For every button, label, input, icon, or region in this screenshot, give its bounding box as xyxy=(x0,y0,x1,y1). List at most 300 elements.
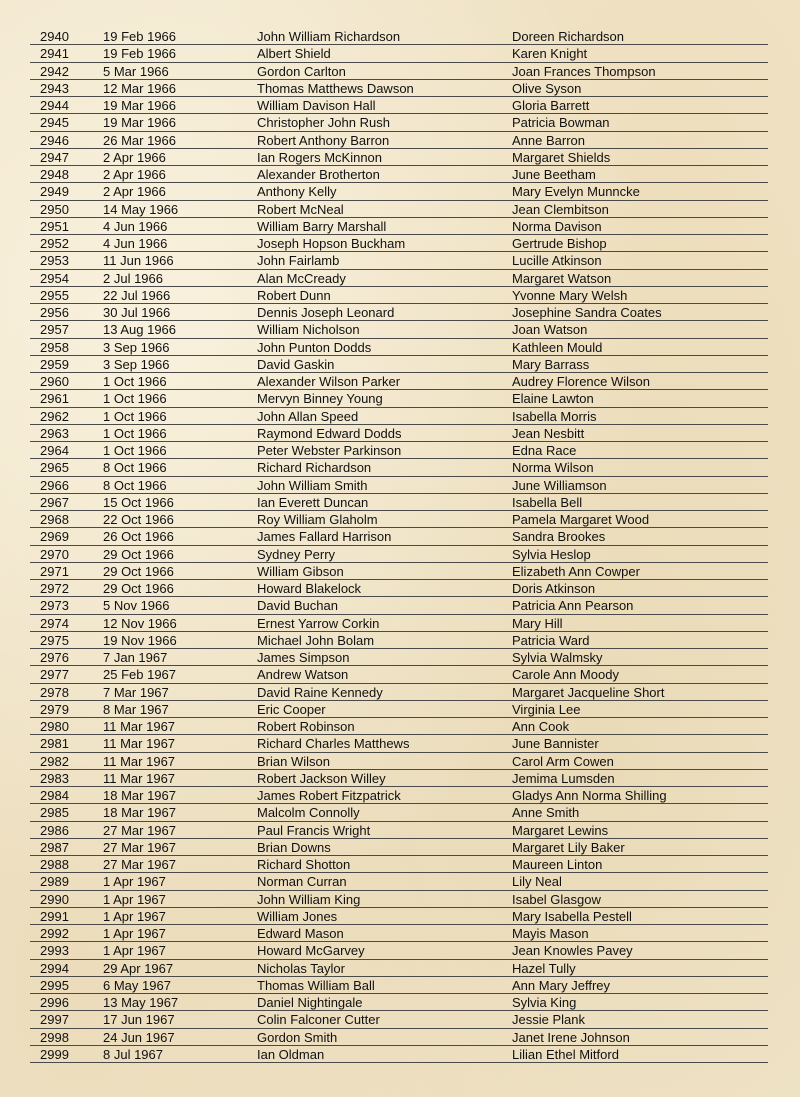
entry-number: 2953 xyxy=(40,253,69,269)
bride-name: Patricia Bowman xyxy=(512,115,610,131)
groom-name: William Nicholson xyxy=(257,322,360,338)
table-row xyxy=(30,856,768,873)
groom-name: William Davison Hall xyxy=(257,98,376,113)
entry-number: 2940 xyxy=(40,29,69,44)
marriage-date: 12 Mar 1966 xyxy=(103,80,176,96)
marriage-date: 7 Jan 1967 xyxy=(103,650,168,665)
table-row xyxy=(30,632,768,649)
bride-name: Mayis Mason xyxy=(512,926,589,941)
table-row xyxy=(30,442,768,459)
bride-name: Gertrude Bishop xyxy=(512,236,607,251)
table-row xyxy=(30,649,768,666)
marriage-date: 13 May 1967 xyxy=(103,995,179,1010)
entry-number: 2955 xyxy=(40,287,69,303)
bride-name: Anne Barron xyxy=(512,132,585,148)
entry-number: 2993 xyxy=(40,943,69,959)
entry-number: 2997 xyxy=(40,1012,69,1028)
table-row xyxy=(30,994,768,1011)
marriage-date: 17 Jun 1967 xyxy=(103,1012,175,1028)
groom-name: Ian Oldman xyxy=(257,1046,325,1062)
marriage-date: 19 Mar 1966 xyxy=(103,115,176,131)
groom-name: Edward Mason xyxy=(257,926,344,941)
marriage-date: 1 Oct 1966 xyxy=(103,391,167,407)
entry-number: 2983 xyxy=(40,770,69,786)
bride-name: Karen Knight xyxy=(512,46,588,62)
bride-name: Margaret Watson xyxy=(512,270,612,286)
table-row xyxy=(30,528,768,545)
groom-name: Joseph Hopson Buckham xyxy=(257,236,406,251)
marriage-date: 27 Mar 1967 xyxy=(103,839,176,855)
table-row xyxy=(30,718,768,735)
bride-name: Joan Watson xyxy=(512,322,588,338)
table-row xyxy=(30,270,768,287)
bride-name: Mary Evelyn Munncke xyxy=(512,184,640,200)
groom-name: Thomas William Ball xyxy=(257,977,375,993)
groom-name: Norman Curran xyxy=(257,874,347,890)
table-row xyxy=(30,183,768,200)
table-row xyxy=(30,408,768,425)
table-row xyxy=(30,80,768,97)
marriage-date: 6 May 1967 xyxy=(103,977,171,993)
entry-number: 2967 xyxy=(40,494,69,510)
groom-name: Mervyn Binney Young xyxy=(257,391,383,407)
marriage-date: 15 Oct 1966 xyxy=(103,494,174,510)
table-row xyxy=(30,218,768,235)
entry-number: 2951 xyxy=(40,218,69,234)
table-row xyxy=(30,1029,768,1046)
table-row xyxy=(30,908,768,925)
bride-name: June Williamson xyxy=(512,477,607,493)
entry-number: 2981 xyxy=(40,736,69,752)
marriage-date: 11 Mar 1967 xyxy=(103,770,176,786)
entry-number: 2962 xyxy=(40,408,69,424)
bride-name: Mary Barrass xyxy=(512,356,590,372)
bride-name: Carol Arm Cowen xyxy=(512,753,614,769)
groom-name: Robert McNeal xyxy=(257,201,344,217)
bride-name: Isabella Morris xyxy=(512,408,597,424)
groom-name: John Punton Dodds xyxy=(257,339,372,355)
groom-name: Raymond Edward Dodds xyxy=(257,425,402,441)
bride-name: Norma Wilson xyxy=(512,460,594,476)
groom-name: Alexander Brotherton xyxy=(257,167,380,182)
entry-number: 2946 xyxy=(40,132,69,148)
table-row xyxy=(30,45,768,62)
bride-name: Margaret Lily Baker xyxy=(512,839,625,855)
marriage-date: 2 Apr 1966 xyxy=(103,167,166,182)
groom-name: Gordon Smith xyxy=(257,1029,338,1045)
marriage-date: 13 Aug 1966 xyxy=(103,322,177,338)
table-row xyxy=(30,425,768,442)
groom-name: Gordon Carlton xyxy=(257,63,346,79)
entry-number: 2986 xyxy=(40,822,69,838)
groom-name: William Barry Marshall xyxy=(257,218,387,234)
table-row xyxy=(30,356,768,373)
bride-name: Edna Race xyxy=(512,443,577,458)
groom-name: Ian Rogers McKinnon xyxy=(257,149,383,165)
entry-number: 2958 xyxy=(40,339,69,355)
bride-name: Jessie Plank xyxy=(512,1012,585,1028)
marriage-date: 8 Oct 1966 xyxy=(103,477,167,493)
bride-name: Sylvia King xyxy=(512,995,577,1010)
groom-name: Michael John Bolam xyxy=(257,632,375,648)
entry-number: 2995 xyxy=(40,977,69,993)
groom-name: Richard Richardson xyxy=(257,460,372,476)
table-row xyxy=(30,114,768,131)
bride-name: Doreen Richardson xyxy=(512,29,625,44)
entry-number: 2954 xyxy=(40,270,69,286)
marriage-date: 1 Apr 1967 xyxy=(103,926,166,941)
groom-name: John William King xyxy=(257,891,361,907)
entry-number: 2970 xyxy=(40,546,69,562)
marriage-date: 3 Sep 1966 xyxy=(103,356,170,372)
table-row xyxy=(30,563,768,580)
marriage-date: 1 Apr 1967 xyxy=(103,943,166,959)
groom-name: David Buchan xyxy=(257,598,338,614)
groom-name: Richard Charles Matthews xyxy=(257,736,410,752)
table-row xyxy=(30,787,768,804)
marriage-date: 29 Oct 1966 xyxy=(103,581,174,596)
bride-name: Margaret Shields xyxy=(512,149,611,165)
entry-number: 2973 xyxy=(40,598,69,614)
entry-number: 2972 xyxy=(40,581,69,596)
bride-name: Jean Knowles Pavey xyxy=(512,943,633,959)
entry-number: 2941 xyxy=(40,46,69,62)
entry-number: 2974 xyxy=(40,615,69,631)
entry-number: 2963 xyxy=(40,425,69,441)
groom-name: Albert Shield xyxy=(257,46,331,62)
marriage-date: 3 Sep 1966 xyxy=(103,339,170,355)
bride-name: Sandra Brookes xyxy=(512,529,606,545)
bride-name: Maureen Linton xyxy=(512,857,603,872)
table-row xyxy=(30,770,768,787)
marriage-date: 1 Oct 1966 xyxy=(103,408,167,424)
groom-name: Ian Everett Duncan xyxy=(257,494,369,510)
entry-number: 2996 xyxy=(40,995,69,1010)
table-row xyxy=(30,339,768,356)
marriage-date: 19 Feb 1966 xyxy=(103,29,177,44)
bride-name: Ann Mary Jeffrey xyxy=(512,977,611,993)
marriage-date: 29 Oct 1966 xyxy=(103,563,174,579)
entry-number: 2975 xyxy=(40,632,69,648)
marriage-date: 5 Nov 1966 xyxy=(103,598,170,614)
entry-number: 2949 xyxy=(40,184,69,200)
bride-name: Gloria Barrett xyxy=(512,98,590,113)
marriage-date: 1 Oct 1966 xyxy=(103,374,167,389)
table-row xyxy=(30,166,768,183)
marriage-date: 1 Oct 1966 xyxy=(103,425,167,441)
groom-name: Alan McCready xyxy=(257,270,346,286)
entry-number: 2948 xyxy=(40,167,69,182)
table-row xyxy=(30,960,768,977)
entry-number: 2950 xyxy=(40,201,69,217)
entry-number: 2959 xyxy=(40,356,69,372)
groom-name: William Gibson xyxy=(257,563,344,579)
marriage-date: 8 Oct 1966 xyxy=(103,460,167,476)
groom-name: Thomas Matthews Dawson xyxy=(257,80,414,96)
bride-name: Patricia Ann Pearson xyxy=(512,598,634,614)
marriage-date: 4 Jun 1966 xyxy=(103,218,168,234)
marriage-date: 26 Mar 1966 xyxy=(103,132,176,148)
bride-name: Isabella Bell xyxy=(512,494,583,510)
bride-name: Janet Irene Johnson xyxy=(512,1029,630,1045)
marriage-date: 8 Jul 1967 xyxy=(103,1046,163,1062)
table-row xyxy=(30,97,768,114)
table-row xyxy=(30,201,768,218)
entry-number: 2980 xyxy=(40,719,69,734)
entry-number: 2976 xyxy=(40,650,69,665)
marriage-date: 2 Apr 1966 xyxy=(103,184,166,200)
marriage-date: 11 Mar 1967 xyxy=(103,736,176,752)
table-row xyxy=(30,321,768,338)
entry-number: 2942 xyxy=(40,63,69,79)
groom-name: John William Richardson xyxy=(257,29,401,44)
groom-name: Robert Jackson Willey xyxy=(257,770,386,786)
entry-number: 2957 xyxy=(40,322,69,338)
marriage-date: 27 Mar 1967 xyxy=(103,822,176,838)
groom-name: Sydney Perry xyxy=(257,546,336,562)
groom-name: Robert Robinson xyxy=(257,719,355,734)
bride-name: Mary Isabella Pestell xyxy=(512,908,632,924)
marriage-date: 5 Mar 1966 xyxy=(103,63,169,79)
groom-name: Colin Falconer Cutter xyxy=(257,1012,380,1028)
marriage-date: 19 Feb 1966 xyxy=(103,46,177,62)
bride-name: Margaret Lewins xyxy=(512,822,609,838)
groom-name: Howard Blakelock xyxy=(257,581,362,596)
entry-number: 2987 xyxy=(40,839,69,855)
entry-number: 2994 xyxy=(40,960,69,976)
table-row xyxy=(30,132,768,149)
entry-number: 2988 xyxy=(40,857,69,872)
entry-number: 2943 xyxy=(40,80,69,96)
bride-name: Hazel Tully xyxy=(512,960,576,976)
groom-name: Brian Wilson xyxy=(257,753,330,769)
bride-name: Isabel Glasgow xyxy=(512,891,601,907)
groom-name: William Jones xyxy=(257,908,338,924)
table-row xyxy=(30,459,768,476)
table-row xyxy=(30,149,768,166)
entry-number: 2978 xyxy=(40,684,69,700)
entry-number: 2964 xyxy=(40,443,69,458)
marriage-date: 2 Apr 1966 xyxy=(103,149,166,165)
entry-number: 2982 xyxy=(40,753,69,769)
groom-name: Paul Francis Wright xyxy=(257,822,371,838)
bride-name: Olive Syson xyxy=(512,80,582,96)
marriage-date: 26 Oct 1966 xyxy=(103,529,174,545)
bride-name: Elizabeth Ann Cowper xyxy=(512,563,640,579)
table-row xyxy=(30,839,768,856)
bride-name: Sylvia Walmsky xyxy=(512,650,603,665)
table-row xyxy=(30,804,768,821)
table-row xyxy=(30,477,768,494)
entry-number: 2977 xyxy=(40,667,69,683)
entry-number: 2999 xyxy=(40,1046,69,1062)
groom-name: Alexander Wilson Parker xyxy=(257,374,401,389)
marriage-date: 19 Mar 1966 xyxy=(103,98,176,113)
marriage-date: 2 Jul 1966 xyxy=(103,270,163,286)
entry-number: 2966 xyxy=(40,477,69,493)
marriage-date: 30 Jul 1966 xyxy=(103,305,171,320)
table-row xyxy=(30,304,768,321)
table-row xyxy=(30,546,768,563)
entry-number: 2952 xyxy=(40,236,69,251)
marriage-date: 22 Jul 1966 xyxy=(103,287,171,303)
entry-number: 2965 xyxy=(40,460,69,476)
entry-number: 2990 xyxy=(40,891,69,907)
bride-name: Josephine Sandra Coates xyxy=(512,305,662,320)
bride-name: Yvonne Mary Welsh xyxy=(512,287,628,303)
table-row xyxy=(30,252,768,269)
table-row xyxy=(30,597,768,614)
table-row xyxy=(30,753,768,770)
groom-name: James Simpson xyxy=(257,650,350,665)
entry-number: 2960 xyxy=(40,374,69,389)
bride-name: Pamela Margaret Wood xyxy=(512,512,650,527)
entry-number: 2971 xyxy=(40,563,69,579)
table-row xyxy=(30,373,768,390)
groom-name: Nicholas Taylor xyxy=(257,960,345,976)
entry-number: 2979 xyxy=(40,701,69,717)
bride-name: Anne Smith xyxy=(512,805,580,821)
groom-name: Richard Shotton xyxy=(257,857,351,872)
groom-name: James Fallard Harrison xyxy=(257,529,392,545)
groom-name: Howard McGarvey xyxy=(257,943,365,959)
table-row xyxy=(30,925,768,942)
table-row xyxy=(30,1011,768,1028)
table-row xyxy=(30,701,768,718)
bride-name: Elaine Lawton xyxy=(512,391,594,407)
groom-name: Daniel Nightingale xyxy=(257,995,363,1010)
table-row xyxy=(30,28,768,45)
table-row xyxy=(30,735,768,752)
entry-number: 2992 xyxy=(40,926,69,941)
marriage-date: 14 May 1966 xyxy=(103,201,179,217)
table-row xyxy=(30,977,768,994)
groom-name: David Gaskin xyxy=(257,356,335,372)
marriage-date: 22 Oct 1966 xyxy=(103,512,174,527)
entry-number: 2969 xyxy=(40,529,69,545)
entry-number: 2947 xyxy=(40,149,69,165)
bride-name: June Bannister xyxy=(512,736,599,752)
marriage-date: 25 Feb 1967 xyxy=(103,667,177,683)
bride-name: Mary Hill xyxy=(512,615,563,631)
groom-name: Andrew Watson xyxy=(257,667,349,683)
bride-name: Lily Neal xyxy=(512,874,562,890)
table-row xyxy=(30,511,768,528)
bride-name: June Beetham xyxy=(512,167,596,182)
entry-number: 2985 xyxy=(40,805,69,821)
entry-number: 2998 xyxy=(40,1029,69,1045)
bride-name: Lilian Ethel Mitford xyxy=(512,1046,619,1062)
table-row xyxy=(30,891,768,908)
groom-name: Peter Webster Parkinson xyxy=(257,443,402,458)
groom-name: Dennis Joseph Leonard xyxy=(257,305,395,320)
table-row xyxy=(30,63,768,80)
groom-name: John William Smith xyxy=(257,477,368,493)
bride-name: Gladys Ann Norma Shilling xyxy=(512,788,667,803)
table-row xyxy=(30,942,768,959)
entry-number: 2956 xyxy=(40,305,69,320)
bride-name: Jean Nesbitt xyxy=(512,425,585,441)
marriage-date: 4 Jun 1966 xyxy=(103,236,168,251)
table-row xyxy=(30,615,768,632)
marriage-date: 18 Mar 1967 xyxy=(103,805,176,821)
bride-name: Sylvia Heslop xyxy=(512,546,591,562)
groom-name: Malcolm Connolly xyxy=(257,805,360,821)
entry-number: 2945 xyxy=(40,115,69,131)
table-row xyxy=(30,287,768,304)
groom-name: Christopher John Rush xyxy=(257,115,390,131)
marriage-date: 27 Mar 1967 xyxy=(103,857,176,872)
entry-number: 2944 xyxy=(40,98,69,113)
table-row xyxy=(30,390,768,407)
groom-name: James Robert Fitzpatrick xyxy=(257,788,401,803)
bride-name: Lucille Atkinson xyxy=(512,253,602,269)
marriage-date: 19 Nov 1966 xyxy=(103,632,177,648)
bride-name: Jean Clembitson xyxy=(512,201,609,217)
groom-name: John Fairlamb xyxy=(257,253,340,269)
table-row xyxy=(30,684,768,701)
table-row xyxy=(30,494,768,511)
entry-number: 2961 xyxy=(40,391,69,407)
bride-name: Norma Davison xyxy=(512,218,602,234)
marriage-date: 1 Apr 1967 xyxy=(103,908,166,924)
marriage-date: 29 Oct 1966 xyxy=(103,546,174,562)
marriage-date: 11 Mar 1967 xyxy=(103,753,176,769)
table-row xyxy=(30,235,768,252)
marriage-date: 24 Jun 1967 xyxy=(103,1029,175,1045)
marriage-date: 8 Mar 1967 xyxy=(103,701,169,717)
marriage-date: 1 Apr 1967 xyxy=(103,874,166,890)
bride-name: Patricia Ward xyxy=(512,632,590,648)
marriage-date: 11 Jun 1966 xyxy=(103,253,174,269)
groom-name: Anthony Kelly xyxy=(257,184,337,200)
groom-name: Eric Cooper xyxy=(257,701,326,717)
groom-name: Robert Anthony Barron xyxy=(257,132,390,148)
bride-name: Carole Ann Moody xyxy=(512,667,619,683)
marriage-date: 12 Nov 1966 xyxy=(103,615,177,631)
table-row xyxy=(30,1046,768,1063)
bride-name: Ann Cook xyxy=(512,719,570,734)
entry-number: 2968 xyxy=(40,512,69,527)
groom-name: Roy William Glaholm xyxy=(257,512,378,527)
bride-name: Doris Atkinson xyxy=(512,581,596,596)
entry-number: 2989 xyxy=(40,874,69,890)
marriage-date: 11 Mar 1967 xyxy=(103,719,176,734)
marriage-date: 1 Oct 1966 xyxy=(103,443,167,458)
marriage-register xyxy=(30,28,768,1063)
table-row xyxy=(30,580,768,597)
table-row xyxy=(30,666,768,683)
groom-name: Ernest Yarrow Corkin xyxy=(257,615,380,631)
marriage-date: 29 Apr 1967 xyxy=(103,960,174,976)
bride-name: Jemima Lumsden xyxy=(512,770,615,786)
groom-name: John Allan Speed xyxy=(257,408,359,424)
bride-name: Margaret Jacqueline Short xyxy=(512,684,665,700)
bride-name: Virginia Lee xyxy=(512,701,581,717)
groom-name: Robert Dunn xyxy=(257,287,331,303)
marriage-date: 1 Apr 1967 xyxy=(103,891,166,907)
marriage-date: 7 Mar 1967 xyxy=(103,684,169,700)
marriage-date: 18 Mar 1967 xyxy=(103,788,176,803)
entry-number: 2991 xyxy=(40,908,69,924)
table-row xyxy=(30,873,768,890)
bride-name: Audrey Florence Wilson xyxy=(512,374,650,389)
entry-number: 2984 xyxy=(40,788,69,803)
table-row xyxy=(30,822,768,839)
groom-name: David Raine Kennedy xyxy=(257,684,383,700)
bride-name: Kathleen Mould xyxy=(512,339,603,355)
groom-name: Brian Downs xyxy=(257,839,331,855)
